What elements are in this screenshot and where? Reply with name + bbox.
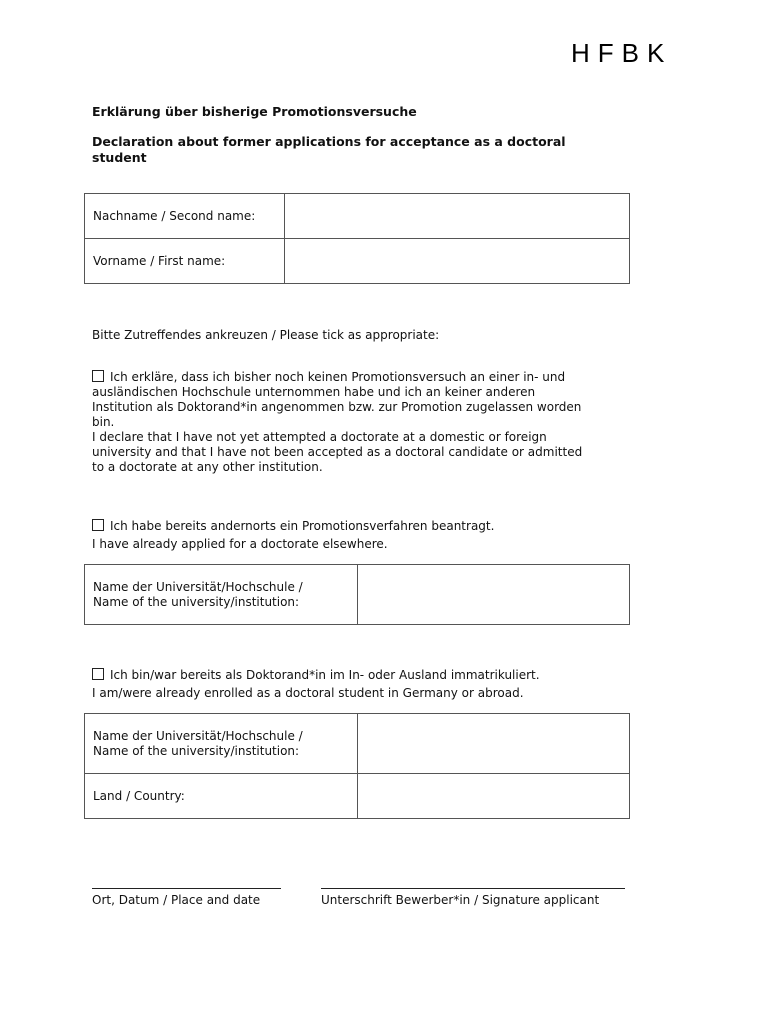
signature-line[interactable] — [321, 888, 625, 889]
option1-de-line3: Institution als Doktorand*in angenommen bzw. zur Promotion zugelassen worden — [92, 400, 582, 414]
name-table — [84, 193, 630, 284]
option3-de: Ich bin/war bereits als Doktorand*in im In- oder Ausland immatrikuliert. — [110, 668, 540, 682]
option2-de: Ich habe bereits andernorts ein Promotionsverfahren beantragt. — [110, 519, 495, 533]
applied-university-label-de: Name der Universität/Hochschule / — [93, 579, 303, 594]
checkbox-enrolled[interactable] — [92, 668, 104, 680]
applied-university-label-en: Name of the university/institution: — [93, 594, 300, 609]
option-no-previous — [92, 370, 652, 475]
second-name-field[interactable] — [285, 194, 630, 239]
title-german: Erklärung über bisherige Promotionsversuche — [92, 104, 417, 119]
option-applied — [92, 517, 494, 553]
first-name-label: Vorname / First name: — [85, 239, 285, 284]
enrolled-university-label-de: Name der Universität/Hochschule / — [93, 728, 303, 743]
checkbox-no-previous[interactable] — [92, 370, 104, 382]
enrolled-university-table — [84, 713, 630, 819]
country-label: Land / Country: — [85, 774, 358, 819]
hfbk-logo: HFBK — [571, 38, 673, 68]
title-english: Declaration about former applications for acceptance as a doctoral student — [92, 134, 566, 165]
applied-university-label — [85, 565, 358, 625]
country-field[interactable] — [358, 774, 630, 819]
applied-university-field[interactable] — [358, 565, 630, 625]
signature-label: Unterschrift Bewerber*in / Signature applicant — [321, 893, 600, 907]
option1-en-line1: I declare that I have not yet attempted a doctorate at a domestic or foreign — [92, 430, 547, 444]
first-name-field[interactable] — [285, 239, 630, 284]
option1-de-line2: ausländischen Hochschule unternommen habe und ich an keiner anderen — [92, 385, 536, 399]
instruction-text: Bitte Zutreffendes ankreuzen / Please tick as appropriate: — [92, 328, 440, 342]
enrolled-university-field[interactable] — [358, 714, 630, 774]
option3-en: I am/were already enrolled as a doctoral student in Germany or abroad. — [92, 686, 524, 700]
checkbox-applied[interactable] — [92, 519, 104, 531]
option1-en-line3: to a doctorate at any other institution. — [92, 460, 323, 474]
second-name-label: Nachname / Second name: — [85, 194, 285, 239]
option1-en-line2: university and that I have not been accepted as a doctoral candidate or admitted — [92, 445, 583, 459]
applied-university-table — [84, 564, 630, 625]
place-date-label: Ort, Datum / Place and date — [92, 893, 261, 907]
option1-de-line4: bin. — [92, 415, 115, 429]
place-date-line[interactable] — [92, 888, 281, 889]
option2-en: I have already applied for a doctorate elsewhere. — [92, 537, 388, 551]
option1-de-line1: Ich erkläre, dass ich bisher noch keinen Promotionsversuch an einer in- und — [110, 370, 566, 384]
option-enrolled — [92, 666, 540, 702]
enrolled-university-label-en: Name of the university/institution: — [93, 743, 300, 758]
enrolled-university-label — [85, 714, 358, 774]
